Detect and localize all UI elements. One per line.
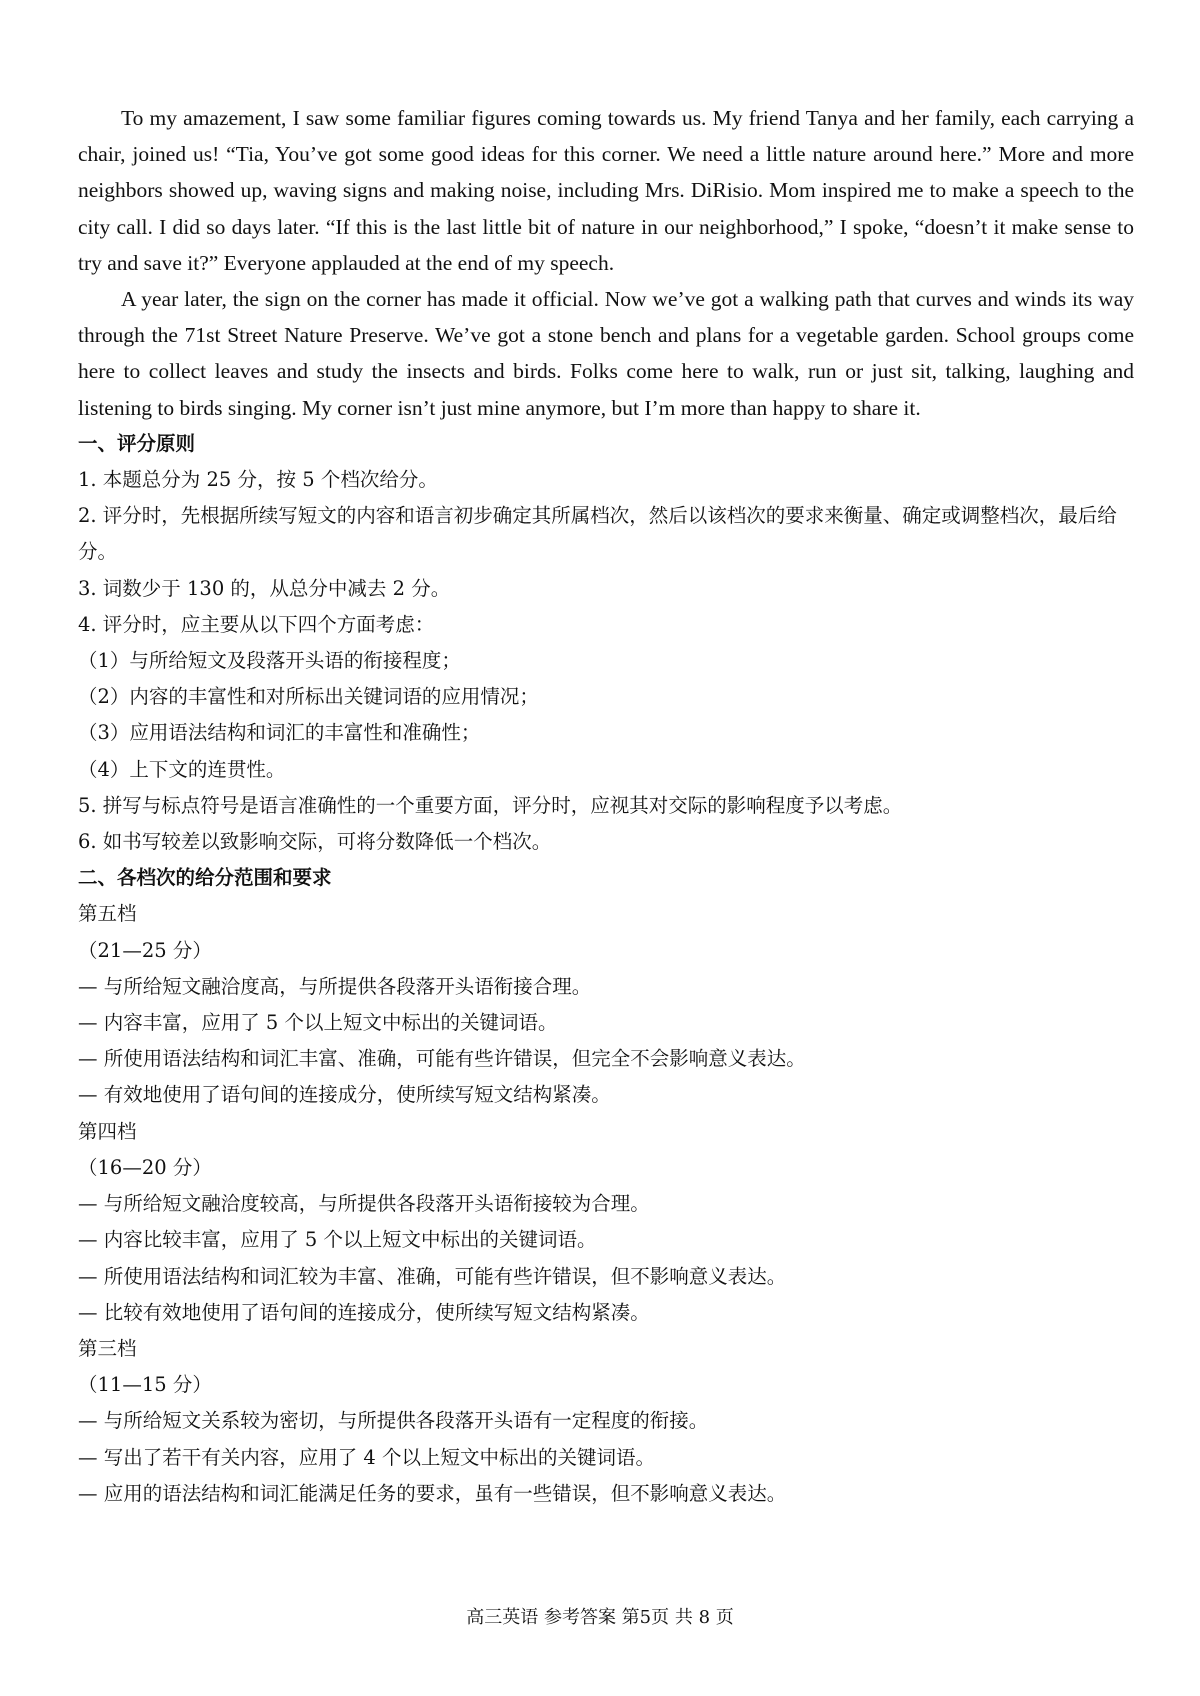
page-footer: 高三英语 参考答案 第5页 共 8 页 bbox=[466, 1607, 734, 1628]
scoring-principles bbox=[78, 426, 1134, 860]
band-name: 第五档 bbox=[78, 902, 137, 926]
answer-key-page bbox=[78, 100, 1134, 1512]
principle-item: 6. 如书写较差以致影响交际，可将分数降低一个档次。 bbox=[78, 830, 552, 854]
band-criterion: — 内容丰富，应用了 5 个以上短文中标出的关键词语。 bbox=[78, 1011, 558, 1035]
band-criterion: — 与所给短文融洽度较高，与所提供各段落开头语衔接较为合理。 bbox=[78, 1192, 650, 1216]
principle-subitem: （1）与所给短文及段落开头语的衔接程度； bbox=[78, 649, 461, 673]
band-criterion: — 内容比较丰富，应用了 5 个以上短文中标出的关键词语。 bbox=[78, 1228, 597, 1252]
band-criterion: — 所使用语法结构和词汇丰富、准确，可能有些许错误，但完全不会影响意义表达。 bbox=[78, 1047, 806, 1071]
principle-item: 1. 本题总分为 25 分，按 5 个档次给分。 bbox=[78, 468, 438, 492]
band-criterion: — 有效地使用了语句间的连接成分，使所续写短文结构紧凑。 bbox=[78, 1083, 611, 1107]
band-range: （16—20 分） bbox=[78, 1155, 212, 1179]
band-criterion: — 比较有效地使用了语句间的连接成分，使所续写短文结构紧凑。 bbox=[78, 1300, 650, 1324]
band-name: 第三档 bbox=[78, 1336, 137, 1360]
principle-subitem: （2）内容的丰富性和对所标出关键词语的应用情况； bbox=[78, 685, 539, 709]
passage-paragraph-2: A year later, the sign on the corner has made it official. Now we’ve got a walking path that curves and winds its way through the 71st Street Nature Preserve. We’ve got a stone bench and plans for a vegetable garden. School groups come here to collect leaves and study the insects and birds. Folks come here to walk, run or just sit, talking, laughing and listening to birds singing. My corner isn’t just mine anymore, but I’m more than happy to share it. bbox=[78, 287, 1134, 420]
principle-item: 3. 词数少于 130 的，从总分中减去 2 分。 bbox=[78, 576, 451, 600]
band-criterion: — 写出了若干有关内容，应用了 4 个以上短文中标出的关键词语。 bbox=[78, 1445, 656, 1469]
section-heading-bands: 二、各档次的给分范围和要求 bbox=[78, 866, 332, 890]
band-range: （11—15 分） bbox=[78, 1373, 212, 1397]
band-range: （21—25 分） bbox=[78, 938, 212, 962]
principle-subitem: （3）应用语法结构和词汇的丰富性和准确性； bbox=[78, 721, 481, 745]
band-criterion: — 所使用语法结构和词汇较为丰富、准确，可能有些许错误，但不影响意义表达。 bbox=[78, 1264, 787, 1288]
principle-item: 2. 评分时，先根据所续写短文的内容和语言初步确定其所属档次，然后以该档次的要求来衡量、确定或调整档次，最后给分。 bbox=[78, 504, 1117, 564]
principle-item: 5. 拼写与标点符号是语言准确性的一个重要方面，评分时，应视其对交际的影响程度予以考虑。 bbox=[78, 793, 903, 817]
band-criterion: — 与所给短文关系较为密切，与所提供各段落开头语有一定程度的衔接。 bbox=[78, 1409, 709, 1433]
band-criterion: — 应用的语法结构和词汇能满足任务的要求，虽有一些错误，但不影响意义表达。 bbox=[78, 1481, 787, 1505]
principle-subitem: （4）上下文的连贯性。 bbox=[78, 757, 286, 781]
principle-item: 4. 评分时，应主要从以下四个方面考虑： bbox=[78, 612, 435, 636]
score-bands bbox=[78, 860, 1134, 1512]
band-criterion: — 与所给短文融洽度高，与所提供各段落开头语衔接合理。 bbox=[78, 974, 592, 998]
passage-paragraph-1: To my amazement, I saw some familiar figures coming towards us. My friend Tanya and her family, each carrying a chair, joined us! “Tia, You’ve got some good ideas for this corner. We need a little nature around here.” More and more neighbors showed up, waving signs and making noise, including Mrs. DiRisio. Mom inspired me to make a speech to the city call. I did so days later. “If this is the last little bit of nature in our neighborhood,” I spoke, “doesn’t it make sense to try and save it?” Everyone applauded at the end of my speech. bbox=[78, 106, 1134, 275]
section-heading-principles: 一、评分原则 bbox=[78, 431, 196, 455]
band-name: 第四档 bbox=[78, 1119, 137, 1143]
